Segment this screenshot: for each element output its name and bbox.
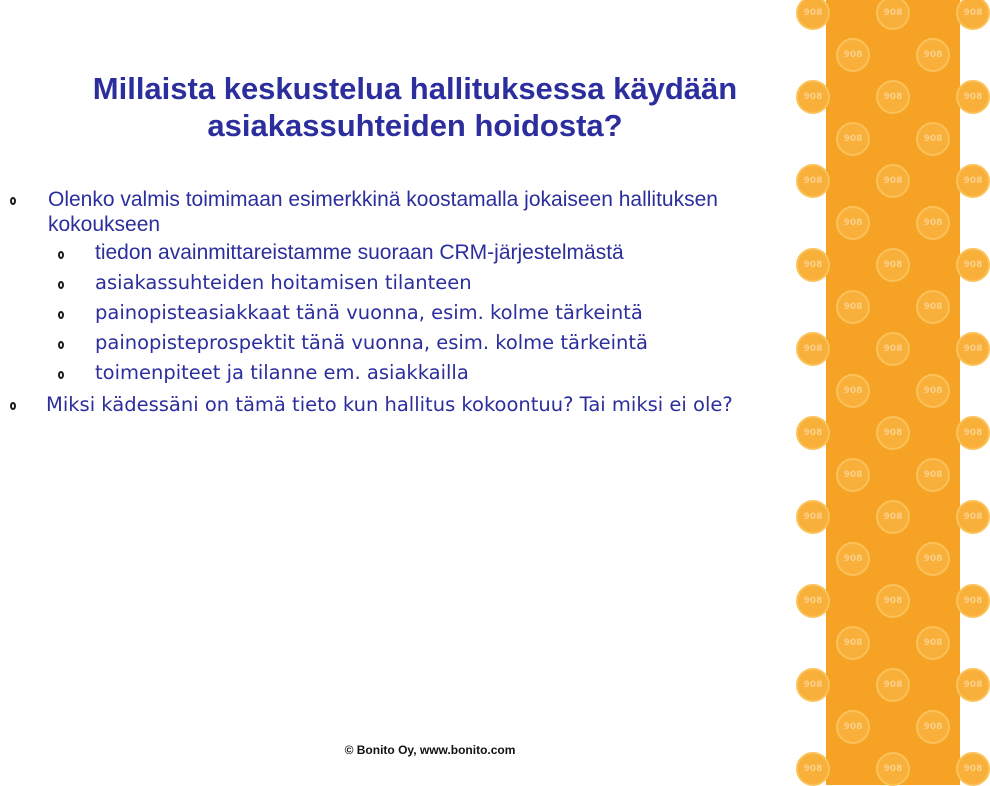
decorative-coin-icon: 908 — [836, 122, 870, 156]
sub-bullet-icon — [58, 251, 64, 259]
decorative-coin-icon: 908 — [796, 0, 830, 30]
footer-copyright: © Bonito Oy, www.bonito.com — [344, 743, 516, 757]
decorative-coin-icon: 908 — [836, 626, 870, 660]
sub-bullet-icon — [58, 371, 64, 379]
decorative-side-strip — [803, 0, 983, 785]
decorative-coin-icon: 908 — [956, 248, 990, 282]
decorative-coin-icon: 908 — [836, 38, 870, 72]
decorative-coin-icon: 908 — [916, 458, 950, 492]
decorative-coin-icon: 908 — [956, 500, 990, 534]
decorative-coin-icon: 908 — [916, 290, 950, 324]
decorative-coin-icon: 908 — [836, 374, 870, 408]
decorative-coin-icon: 908 — [796, 332, 830, 366]
decorative-coin-icon: 908 — [916, 374, 950, 408]
decorative-coin-icon: 908 — [876, 80, 910, 114]
sub-bullet-1: tiedon avainmittareistamme suoraan CRM-järjestelmästä — [95, 241, 624, 264]
decorative-coin-icon: 908 — [916, 122, 950, 156]
decorative-coin-icon: 908 — [916, 626, 950, 660]
decorative-coin-icon: 908 — [876, 164, 910, 198]
decorative-coin-icon: 908 — [796, 752, 830, 786]
sub-bullet-5: toimenpiteet ja tilanne em. asiakkailla — [95, 361, 469, 384]
decorative-coin-icon: 908 — [916, 206, 950, 240]
title-line-1: Millaista keskustelua hallituksessa käydään — [92, 71, 738, 106]
sub-bullet-icon — [58, 311, 64, 319]
decorative-coin-icon: 908 — [796, 164, 830, 198]
sub-bullet-icon — [58, 341, 64, 349]
decorative-coin-icon: 908 — [796, 248, 830, 282]
decorative-coin-icon: 908 — [876, 332, 910, 366]
decorative-coin-icon: 908 — [876, 752, 910, 786]
decorative-coin-icon: 908 — [916, 38, 950, 72]
decorative-coin-icon: 908 — [956, 584, 990, 618]
decorative-coin-icon: 908 — [876, 668, 910, 702]
sub-bullet-4: painopisteprospektit tänä vuonna, esim. kolme tärkeintä — [95, 331, 648, 354]
decorative-coin-icon: 908 — [916, 710, 950, 744]
decorative-coin-icon: 908 — [956, 752, 990, 786]
bullet-main: Olenko valmis toimimaan esimerkkinä koostamalla jokaiseen hallituksen kokoukseen — [48, 188, 718, 236]
slide-title — [20, 70, 810, 144]
decorative-coin-icon: 908 — [796, 500, 830, 534]
decorative-coin-icon: 908 — [836, 290, 870, 324]
decorative-coin-icon: 908 — [876, 248, 910, 282]
decorative-coin-icon: 908 — [956, 668, 990, 702]
decorative-coin-icon: 908 — [796, 668, 830, 702]
decorative-coin-icon: 908 — [956, 332, 990, 366]
decorative-coin-icon: 908 — [796, 584, 830, 618]
decorative-coin-icon: 908 — [796, 416, 830, 450]
title-line-2: asiakassuhteiden hoidosta? — [207, 108, 623, 143]
decorative-coin-icon: 908 — [876, 500, 910, 534]
decorative-coin-icon: 908 — [876, 416, 910, 450]
bullet-icon — [10, 402, 16, 410]
decorative-coin-icon: 908 — [836, 542, 870, 576]
sub-bullet-2: asiakassuhteiden hoitamisen tilanteen — [95, 271, 472, 294]
decorative-coin-icon: 908 — [916, 542, 950, 576]
decorative-coin-icon: 908 — [956, 80, 990, 114]
decorative-coin-icon: 908 — [796, 80, 830, 114]
decorative-coin-icon: 908 — [876, 0, 910, 30]
decorative-coin-icon: 908 — [956, 0, 990, 30]
bullet-second: Miksi kädessäni on tämä tieto kun hallitus kokoontuu? Tai miksi ei ole? — [46, 393, 733, 416]
decorative-coin-icon: 908 — [836, 458, 870, 492]
bullet-icon — [10, 197, 16, 205]
decorative-coin-icon: 908 — [956, 164, 990, 198]
decorative-coin-icon: 908 — [956, 416, 990, 450]
decorative-coin-icon: 908 — [876, 584, 910, 618]
sub-bullet-icon — [58, 281, 64, 289]
decorative-coin-icon: 908 — [836, 710, 870, 744]
sub-bullet-3: painopisteasiakkaat tänä vuonna, esim. kolme tärkeintä — [95, 301, 643, 324]
decorative-coin-icon: 908 — [836, 206, 870, 240]
